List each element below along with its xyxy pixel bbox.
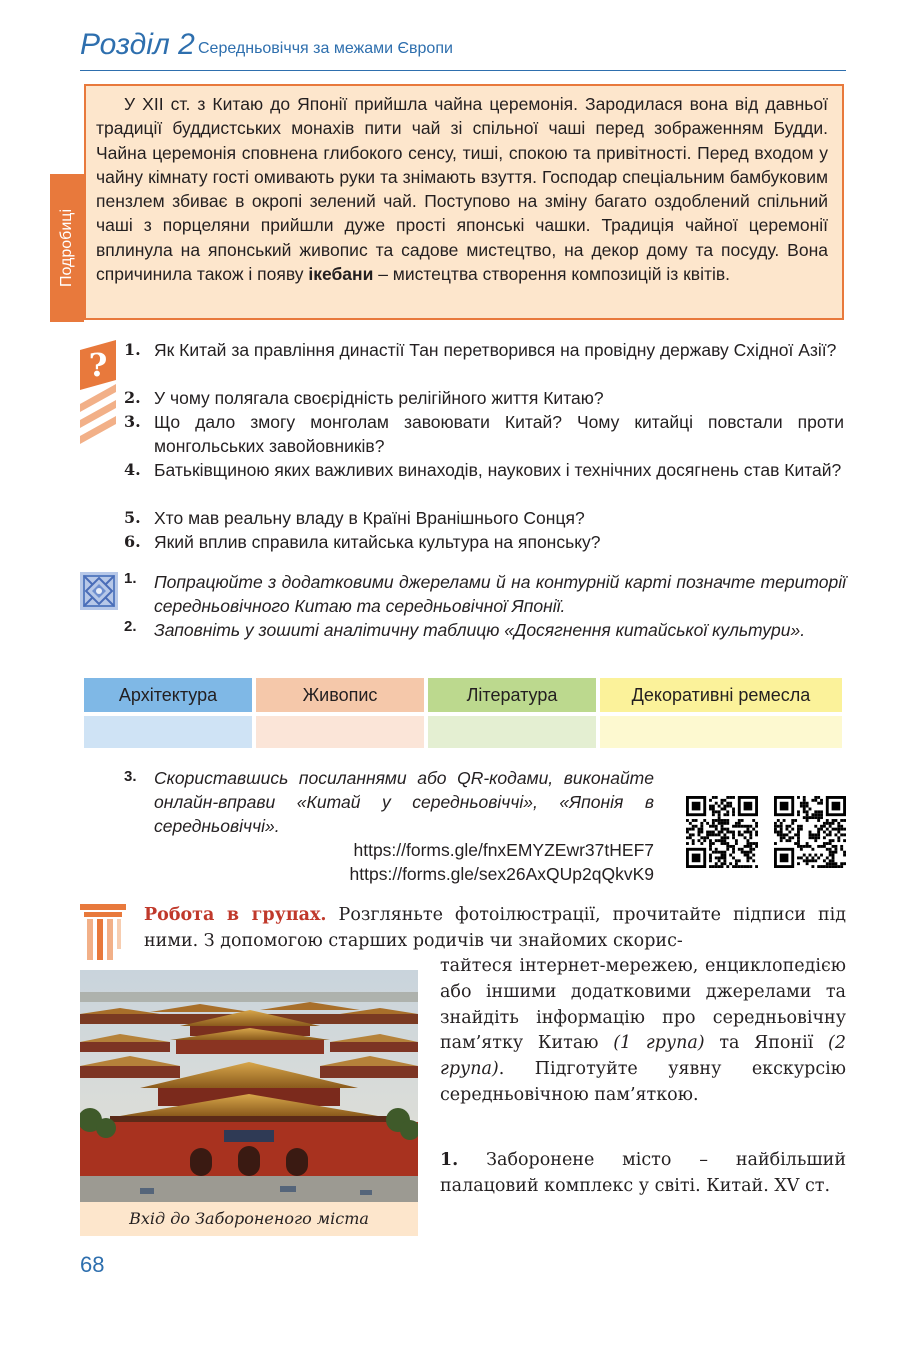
photo-number: 1. bbox=[440, 1150, 459, 1170]
table-body-cell bbox=[428, 716, 596, 748]
details-text-a: У XII ст. з Китаю до Японії прийшла чайна церемонія. Зародилася вона від давньої традиції буддистських монахів пити чай зі спільної чаші перед зображенням Будди. Чайна церемонія сповнена глибокого сенсу, тиші, спокою та привітності. Перед входом у чайну кімнату гості омивають руки та знімають взуття. Господар спеціальним бамбуковим пензлем збиває в окропі зелений чай. Поступово на зміну багато оздоблений спільний чаші з порцеляни прийшли дуже прості японські чашки. Традиція чайної церемонії вплинула на японський живопис та садове мистецтво, на декор дому та посуду. Вона спричинила також і появу bbox=[96, 94, 828, 285]
group-work-title: Робота в групах. bbox=[144, 905, 327, 925]
qr-code-icon[interactable] bbox=[686, 796, 758, 868]
question-text: Який вплив справила китайська культура на японську? bbox=[154, 532, 601, 552]
question-text: Що дало змогу монголам завоювати Китай? Чому китайці повстали проти монгольських завойовників? bbox=[154, 412, 844, 456]
qr-code-icon[interactable] bbox=[774, 796, 846, 868]
question-number: 1. bbox=[124, 340, 141, 359]
details-text bbox=[96, 92, 828, 286]
table-body-cell bbox=[84, 716, 252, 748]
question-text: Як Китай за правління династії Тан перетворився на провідну державу Східної Азії? bbox=[154, 340, 837, 360]
question-number: 3. bbox=[124, 412, 141, 431]
chapter-subtitle: Середньовіччя за межами Європи bbox=[198, 40, 453, 57]
details-tab-label: Подробиці bbox=[58, 209, 75, 287]
group-work-text: Розгляньте фотоілюстрації, прочитайте підписи під ними. З допомогою старших родичів чи знайомих скорис- bbox=[144, 905, 846, 951]
table-header-cell: Живопис bbox=[256, 678, 424, 712]
task-number: 2. bbox=[124, 618, 137, 635]
table-header-cell: Література bbox=[428, 678, 596, 712]
group-work-intro bbox=[144, 902, 846, 954]
table-header-cell: Декоративні ремесла bbox=[600, 678, 842, 712]
task-number: 3. bbox=[124, 768, 137, 785]
task3 bbox=[124, 766, 664, 890]
task-text: Попрацюйте з додатковими джерелами й на контурній карті позначте території середньовічного Китаю та середньовічної Японії. bbox=[154, 572, 846, 616]
svg-text:?: ? bbox=[88, 346, 108, 384]
group-work-text: . Підготуйте уявну екскурсію середньовічною пам’яткою. bbox=[440, 1059, 846, 1105]
table-header-cell: Архітектура bbox=[84, 678, 252, 712]
question-number: 4. bbox=[124, 460, 141, 479]
task-text: Скориставшись посиланнями або QR-кодами, виконайте онлайн-вправи «Китай у середньовіччі», «Японія в середньовіччі». bbox=[154, 768, 654, 836]
group-work-text: та Японії bbox=[704, 1033, 829, 1054]
details-text-b: – мистецтва створення композицій із квітів. bbox=[373, 264, 731, 285]
details-bold-term: ікебани bbox=[308, 264, 374, 285]
question-text: Батьківщиною яких важливих винаходів, наукових і технічних досягнень став Китай? bbox=[154, 460, 842, 480]
task-text: Заповніть у зошиті аналітичну таблицю «Досягнення китайської культури». bbox=[154, 620, 806, 640]
photo-description bbox=[440, 1148, 846, 1200]
forbidden-city-photo bbox=[80, 970, 418, 1202]
table-body-cell bbox=[256, 716, 424, 748]
question-icon bbox=[80, 340, 116, 444]
details-tab bbox=[50, 174, 84, 322]
photo-description-text: Заборонене місто – найбільший палацовий комплекс у світі. Китай. XV ст. bbox=[440, 1150, 846, 1196]
page-number: 68 bbox=[80, 1252, 105, 1277]
exercise-link[interactable]: https://forms.gle/fnxEMYZEwr37tHEF7 bbox=[353, 840, 654, 860]
question-text: Хто мав реальну владу в Країні Вранішнього Сонця? bbox=[154, 508, 585, 528]
task-number: 1. bbox=[124, 570, 137, 587]
question-number: 5. bbox=[124, 508, 141, 527]
question-number: 6. bbox=[124, 532, 141, 551]
question-number: 2. bbox=[124, 388, 141, 407]
exercise-link[interactable]: https://forms.gle/sex26AxQUp2qQkvK9 bbox=[349, 864, 654, 884]
group-label: (1 група) bbox=[613, 1033, 705, 1054]
task-ornament-icon bbox=[80, 572, 118, 610]
group-work-text: тайтеся інтернет-мережею, енциклопедією або іншими додатковими джерелами та знайдіть інформацію про середньовічну пам’ятку Китаю bbox=[440, 956, 846, 1054]
group-label: (2 група) bbox=[440, 1033, 846, 1080]
chapter-title: Розділ 2 bbox=[80, 28, 195, 61]
question-text: У чому полягала своєрідність релігійного життя Китаю? bbox=[154, 388, 604, 408]
column-icon bbox=[80, 904, 126, 960]
photo-caption: Вхід до Забороненого міста bbox=[80, 1202, 418, 1236]
header-rule bbox=[80, 70, 846, 71]
table-body-cell bbox=[600, 716, 842, 748]
group-work-body bbox=[440, 954, 846, 1109]
